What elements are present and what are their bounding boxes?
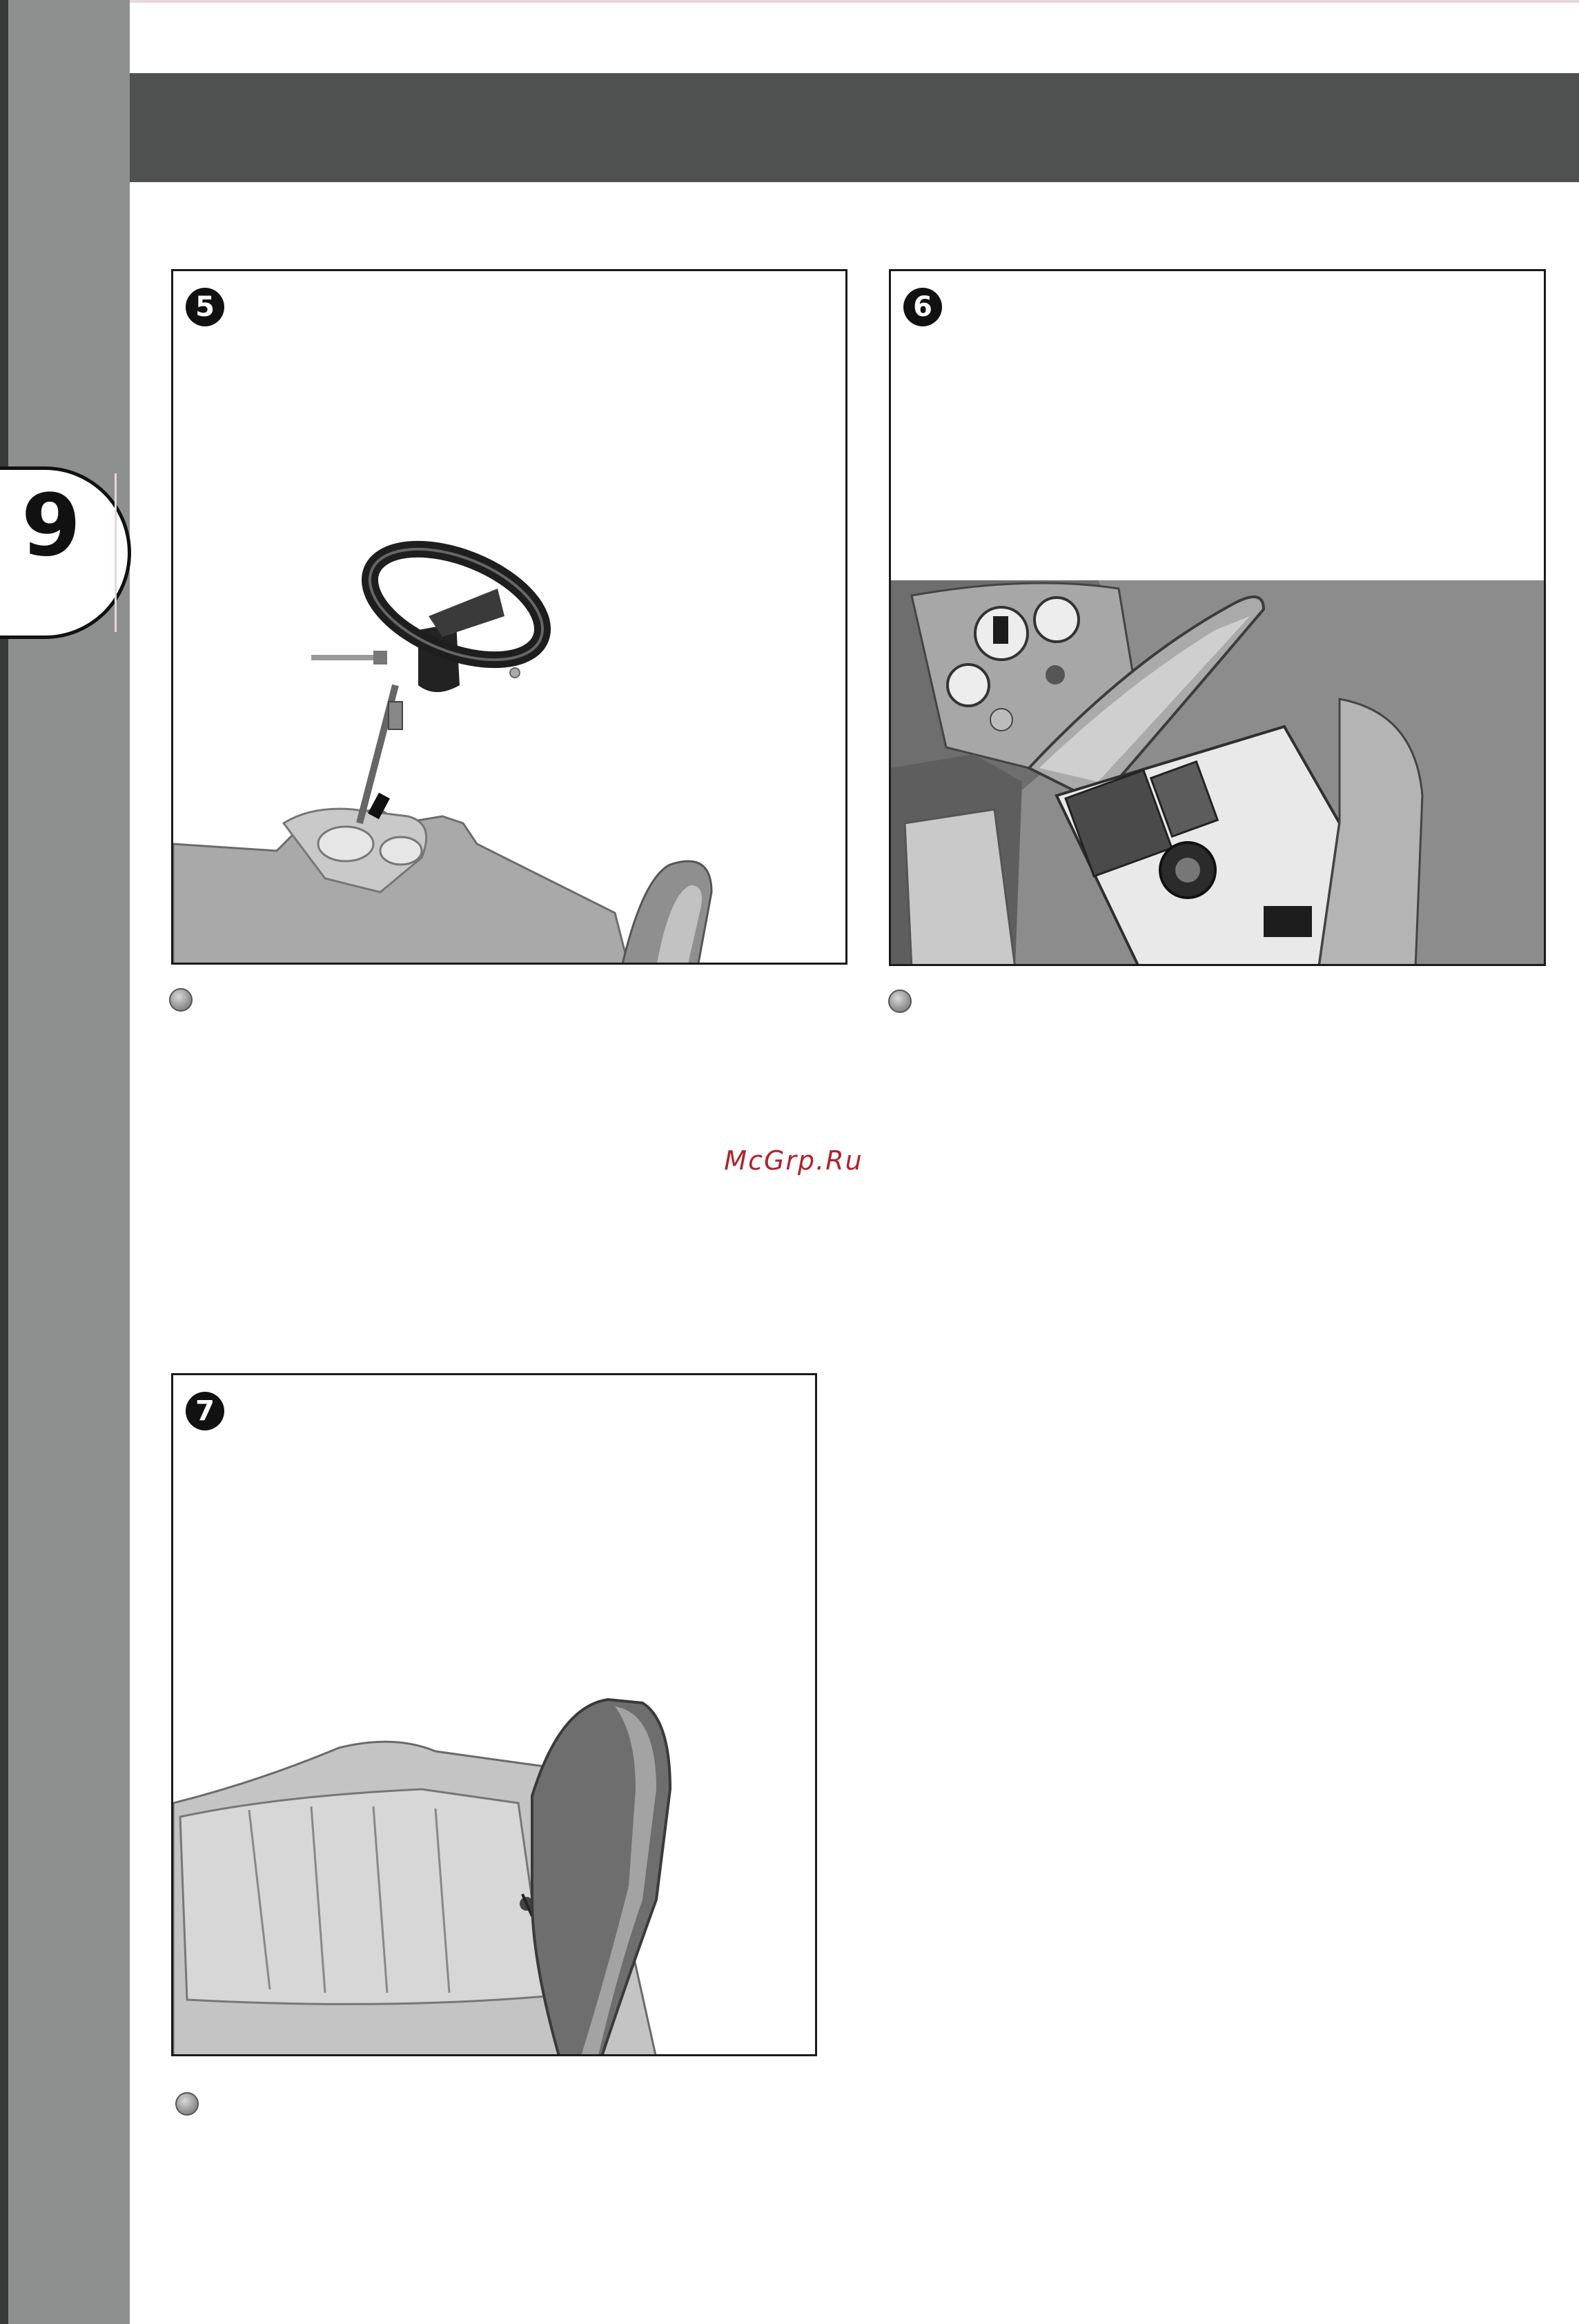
top-rule xyxy=(130,0,1579,3)
page-tab-line xyxy=(115,473,117,632)
step-5-badge: 5 xyxy=(186,288,224,326)
step-6-bullet xyxy=(888,989,912,1013)
watermark: McGrp.Ru xyxy=(724,1145,863,1176)
step-7-badge: 7 xyxy=(186,1392,224,1430)
step-7-bullet xyxy=(175,2092,199,2116)
step-5-bullet xyxy=(169,988,193,1012)
step-5-illustration xyxy=(171,269,847,965)
header-band xyxy=(130,73,1579,182)
step-6-badge: 6 xyxy=(903,288,942,326)
left-sidebar xyxy=(0,0,130,2324)
seat-install-drawing xyxy=(173,1375,817,2056)
sidebar-edge xyxy=(0,0,8,2324)
page-number: 9 xyxy=(21,476,81,575)
step-7-illustration xyxy=(171,1373,817,2056)
battery-compartment-drawing xyxy=(891,271,1546,966)
step-6-illustration xyxy=(889,269,1546,966)
steering-wheel-drawing xyxy=(173,271,847,965)
